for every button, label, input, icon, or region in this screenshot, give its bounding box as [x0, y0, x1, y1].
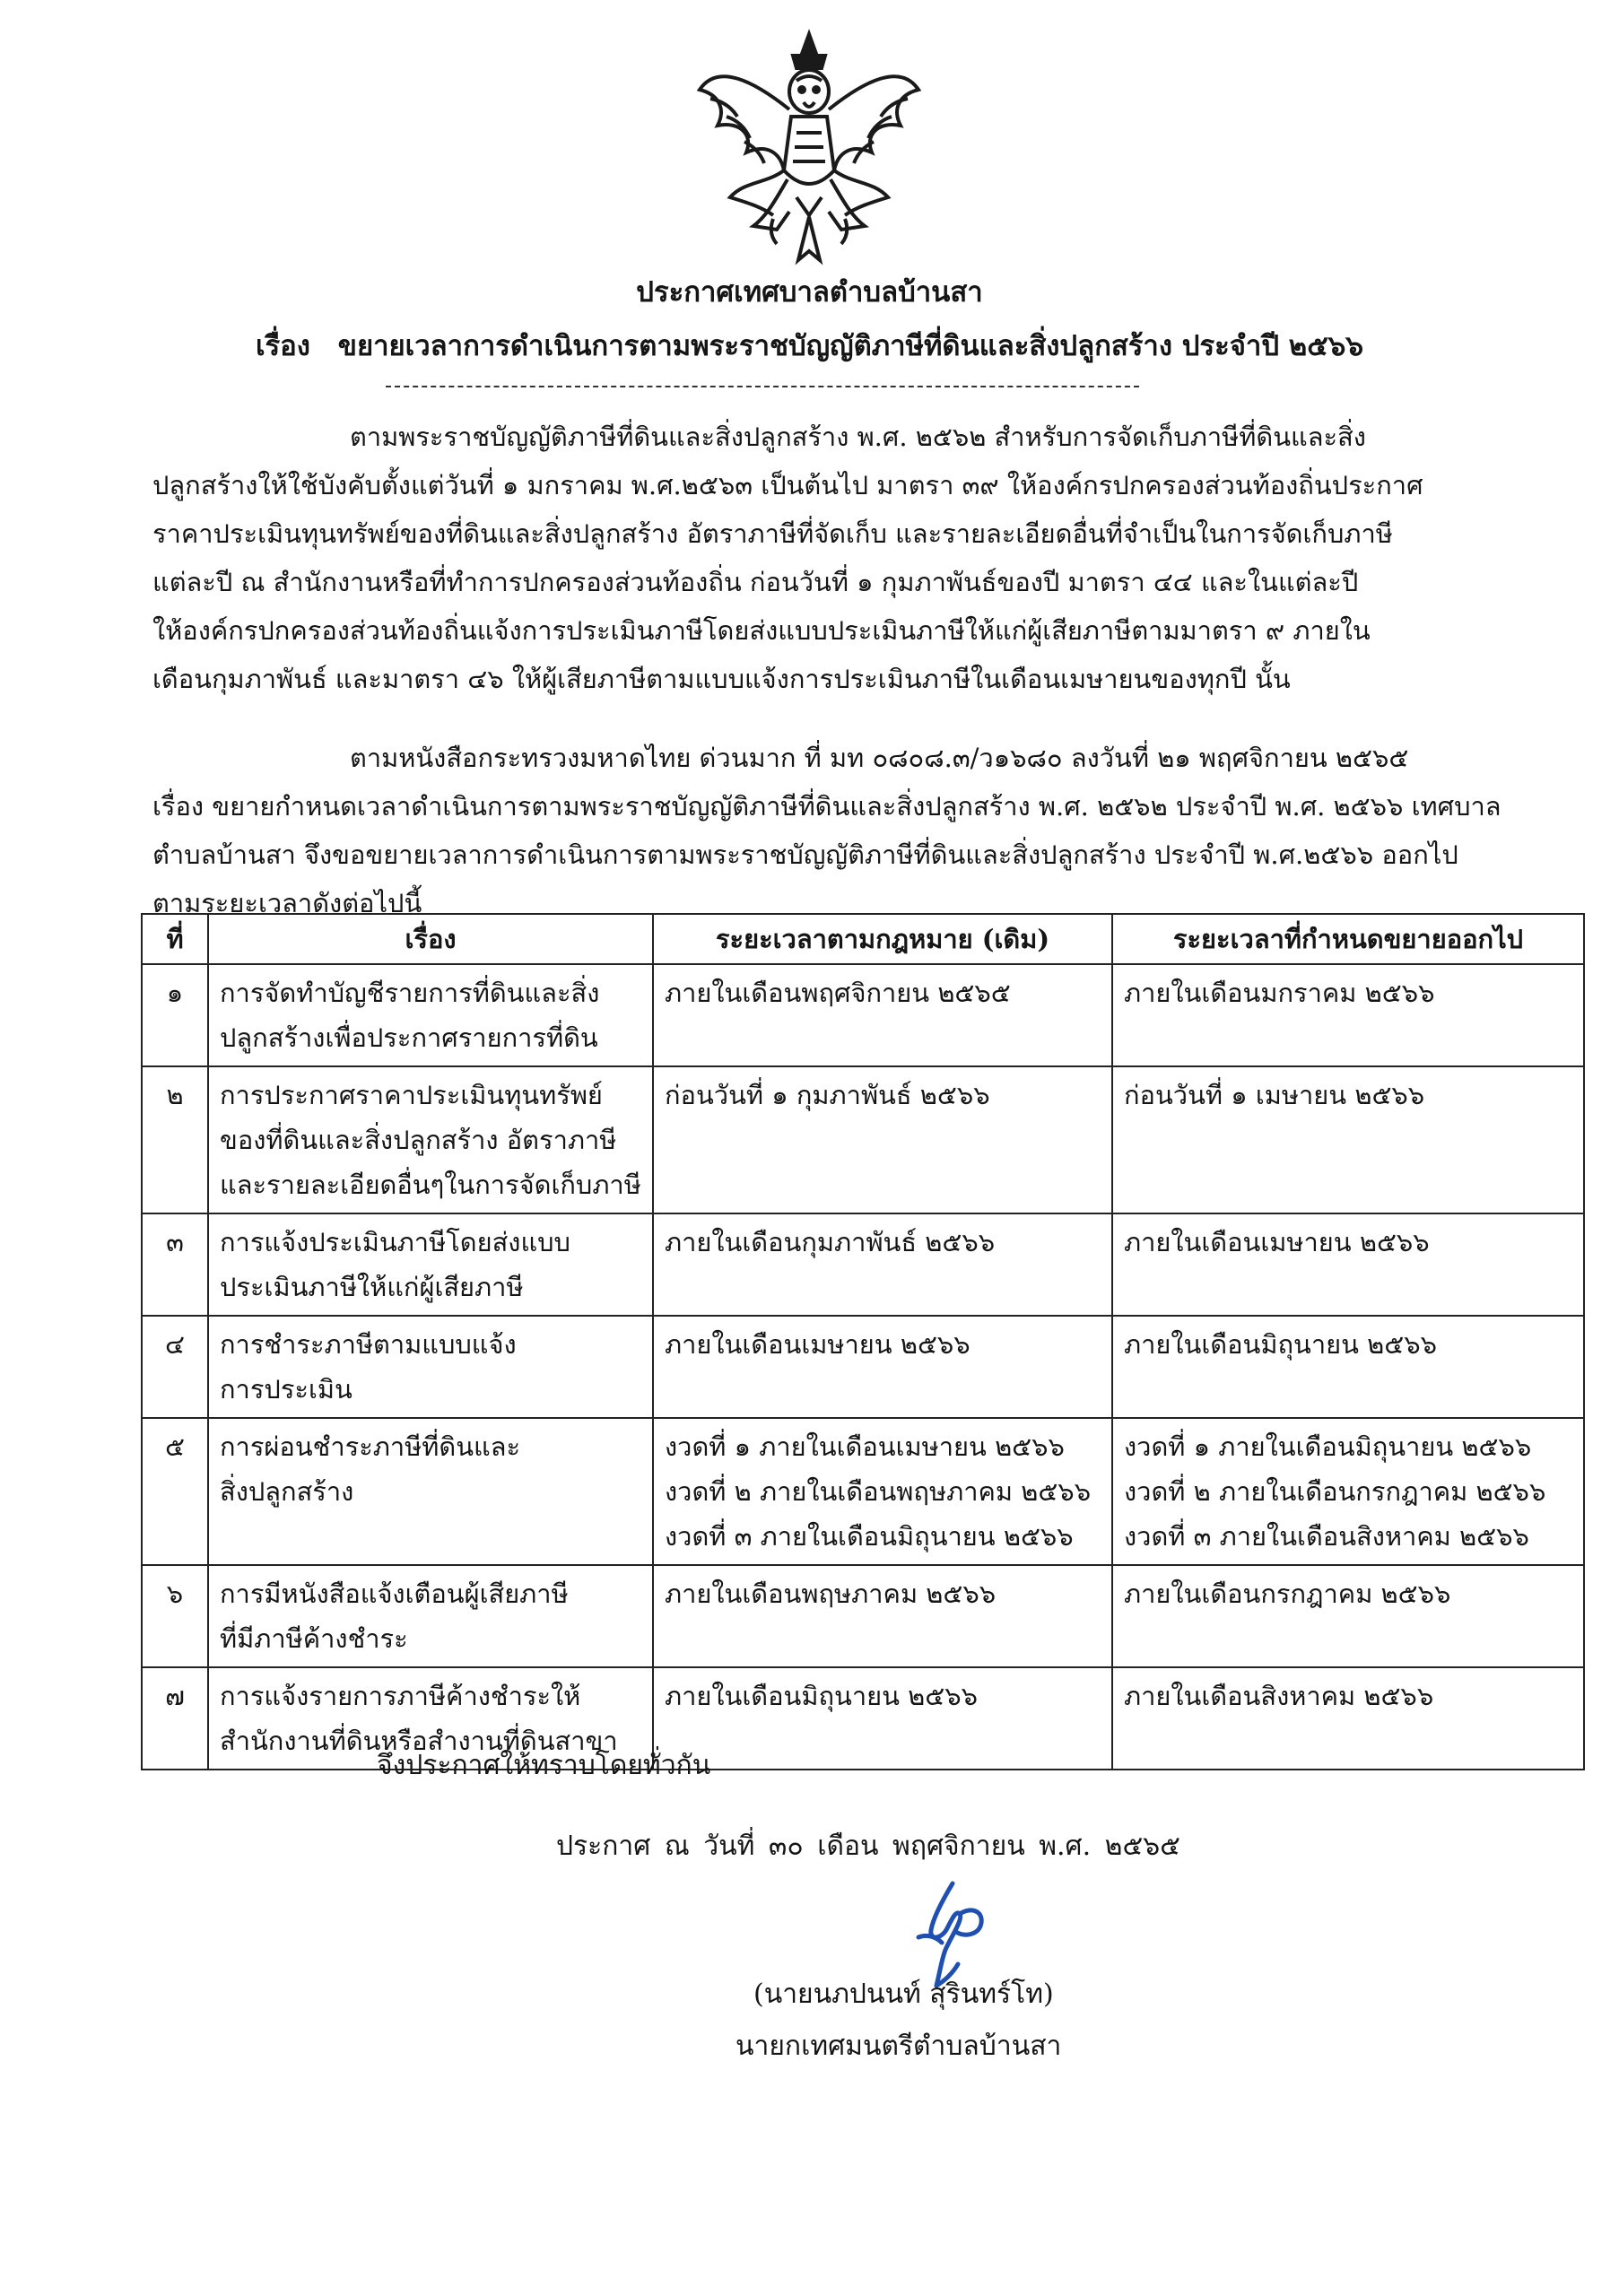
paragraph-line: เดือนกุมภาพันธ์ และมาตรา ๔๖ ให้ผู้เสียภาษีตามแบบแจ้งการประเมินภาษีในเดือนเมษายนของทุกปี นั้น [152, 664, 1291, 694]
original-period-line: งวดที่ ๒ ภายในเดือนพฤษภาคม ๒๕๖๖ [665, 1476, 1092, 1507]
extended-period-cell [1112, 1316, 1584, 1418]
row-number-cell: ๓ [142, 1213, 208, 1316]
extended-period-line: ภายในเดือนมิถุนายน ๒๕๖๖ [1124, 1329, 1438, 1360]
paragraph-line: ตามพระราชบัญญัติภาษีที่ดินและสิ่งปลูกสร้าง พ.ศ. ๒๕๖๒ สำหรับการจัดเก็บภาษีที่ดินและสิ่ง [350, 422, 1366, 452]
topic-line: การชำระภาษีตามแบบแจ้ง [220, 1329, 517, 1360]
original-period-cell [653, 1316, 1112, 1418]
body-paragraph-2 [152, 734, 1516, 927]
extended-period-cell [1112, 964, 1584, 1066]
paragraph-line: ตามระยะเวลาดังต่อไปนี้ [152, 888, 422, 918]
topic-line: สำนักงานที่ดินหรือสำงานที่ดินสาขา [220, 1726, 618, 1756]
column-header-extended-period: ระยะเวลาที่กำหนดขยายออกไป [1112, 914, 1584, 964]
original-period-cell [653, 1213, 1112, 1316]
table-header-row [142, 914, 1584, 964]
topic-line: การจัดทำบัญชีรายการที่ดินและสิ่ง [220, 978, 600, 1008]
paragraph-line: ราคาประเมินทุนทรัพย์ของที่ดินและสิ่งปลูกสร้าง อัตราภาษีที่จัดเก็บ และรายละเอียดอื่นที่จำเป็นในการจัดเก็บภาษี [152, 518, 1393, 549]
extended-period-cell [1112, 1667, 1584, 1770]
row-number-cell: ๔ [142, 1316, 208, 1418]
announcement-date: ประกาศ ณ วันที่ ๓๐ เดือน พฤศจิกายน พ.ศ. ๒๕๖๕ [556, 1831, 1180, 1862]
extended-period-line: ก่อนวันที่ ๑ เมษายน ๒๕๖๖ [1124, 1080, 1425, 1110]
extended-period-cell [1112, 1418, 1584, 1565]
topic-line: การมีหนังสือแจ้งเตือนผู้เสียภาษี [220, 1578, 569, 1609]
extended-period-cell [1112, 1066, 1584, 1213]
table-row [142, 1418, 1584, 1565]
extended-period-line: ภายในเดือนเมษายน ๒๕๖๖ [1124, 1227, 1430, 1257]
extended-period-line: ภายในเดือนกรกฎาคม ๒๕๖๖ [1124, 1578, 1451, 1609]
row-number-cell: ๑ [142, 964, 208, 1066]
topic-line: ประเมินภาษีให้แก่ผู้เสียภาษี [220, 1272, 524, 1302]
topic-line: การผ่อนชำระภาษีที่ดินและ [220, 1431, 521, 1462]
announcement-subject-line [0, 323, 1619, 368]
signer-position: นายกเทศมนตรีตำบลบ้านสา [736, 2031, 1062, 2062]
extended-period-cell [1112, 1565, 1584, 1667]
original-period-cell [653, 1066, 1112, 1213]
paragraph-line: ปลูกสร้างให้ใช้บังคับตั้งแต่วันที่ ๑ มกราคม พ.ศ.๒๕๖๓ เป็นต้นไป มาตรา ๓๙ ให้องค์กรปกครองส่วนท้องถิ่นประกาศ [152, 470, 1423, 500]
row-number-cell: ๒ [142, 1066, 208, 1213]
original-period-line: ภายในเดือนกุมภาพันธ์ ๒๕๖๖ [665, 1227, 996, 1257]
table-row [142, 964, 1584, 1066]
topic-line: การประกาศราคาประเมินทุนทรัพย์ [220, 1080, 603, 1110]
original-period-cell [653, 1418, 1112, 1565]
paragraph-line: แต่ละปี ณ สำนักงานหรือที่ทำการปกครองส่วนท้องถิ่น ก่อนวันที่ ๑ กุมภาพันธ์ของปี มาตรา ๔๔ และในแต่ละปี [152, 567, 1359, 597]
extended-period-line: งวดที่ ๑ ภายในเดือนมิถุนายน ๒๕๖๖ [1124, 1431, 1532, 1462]
extended-period-cell [1112, 1213, 1584, 1316]
original-period-cell [653, 1667, 1112, 1770]
topic-line: การแจ้งประเมินภาษีโดยส่งแบบ [220, 1227, 570, 1257]
column-header-original-period: ระยะเวลาตามกฎหมาย (เดิม) [653, 914, 1112, 964]
topic-line: สิ่งปลูกสร้าง [220, 1476, 354, 1507]
original-period-line: ภายในเดือนพฤษภาคม ๒๕๖๖ [665, 1578, 997, 1609]
extended-period-line: งวดที่ ๓ ภายในเดือนสิงหาคม ๒๕๖๖ [1124, 1521, 1529, 1552]
topic-line: ที่มีภาษีค้างชำระ [220, 1623, 408, 1654]
signer-name: (นายนภปนนท์ สุรินทร์โท) [753, 1979, 1054, 2010]
paragraph-line: ตามหนังสือกระทรวงมหาดไทย ด่วนมาก ที่ มท ๐๘๐๘.๓/ว๑๖๘๐ ลงวันที่ ๒๑ พฤศจิกายน ๒๕๖๕ [350, 743, 1409, 773]
topic-cell [208, 1316, 653, 1418]
original-period-cell [653, 1565, 1112, 1667]
topic-line: ปลูกสร้างเพื่อประกาศรายการที่ดิน [220, 1022, 598, 1053]
original-period-line: ภายในเดือนเมษายน ๒๕๖๖ [665, 1329, 971, 1360]
original-period-line: งวดที่ ๑ ภายในเดือนเมษายน ๒๕๖๖ [665, 1431, 1065, 1462]
original-period-cell [653, 964, 1112, 1066]
garuda-emblem-icon [691, 27, 928, 269]
table-row [142, 1066, 1584, 1213]
schedule-table-body [142, 964, 1584, 1770]
topic-line: การแจ้งรายการภาษีค้างชำระให้ [220, 1681, 581, 1711]
paragraph-line: เรื่อง ขยายกำหนดเวลาดำเนินการตามพระราชบัญญัติภาษีที่ดินและสิ่งปลูกสร้าง พ.ศ. ๒๕๖๒ ประจำปี พ.ศ. ๒๕๖๖ เทศบาล [152, 791, 1501, 822]
body-paragraph-1 [152, 413, 1516, 703]
column-header-no: ที่ [142, 914, 208, 964]
title-divider [386, 386, 1139, 387]
table-row [142, 1565, 1584, 1667]
row-number-cell: ๖ [142, 1565, 208, 1667]
topic-cell [208, 1565, 653, 1667]
table-row [142, 1667, 1584, 1770]
row-number-cell: ๗ [142, 1667, 208, 1770]
column-header-topic: เรื่อง [208, 914, 653, 964]
original-period-line: งวดที่ ๓ ภายในเดือนมิถุนายน ๒๕๖๖ [665, 1521, 1074, 1552]
topic-line: และรายละเอียดอื่นๆในการจัดเก็บภาษี [220, 1170, 641, 1200]
original-period-line: ภายในเดือนพฤศจิกายน ๒๕๖๕ [665, 978, 1011, 1008]
topic-line: การประเมิน [220, 1374, 353, 1405]
extended-period-line: งวดที่ ๒ ภายในเดือนกรกฎาคม ๒๕๖๖ [1124, 1476, 1546, 1507]
schedule-table [141, 913, 1585, 1770]
extended-period-line: ภายในเดือนสิงหาคม ๒๕๖๖ [1124, 1681, 1434, 1711]
closing-statement: จึงประกาศให้ทราบโดยทั่วกัน [377, 1750, 711, 1781]
announcement-title: ประกาศเทศบาลตำบลบ้านสา [636, 276, 983, 309]
paragraph-line: ให้องค์กรปกครองส่วนท้องถิ่นแจ้งการประเมินภาษีโดยส่งแบบประเมินภาษีให้แก่ผู้เสียภาษีตามมาตรา ๙ ภายใน [152, 615, 1371, 646]
extended-period-line: ภายในเดือนมกราคม ๒๕๖๖ [1124, 978, 1435, 1008]
topic-cell [208, 1066, 653, 1213]
topic-cell [208, 1213, 653, 1316]
paragraph-line: ตำบลบ้านสา จึงขอขยายเวลาการดำเนินการตามพระราชบัญญัติภาษีที่ดินและสิ่งปลูกสร้าง ประจำปี พ.ศ.๒๕๖๖ ออกไป [152, 839, 1458, 870]
table-row [142, 1213, 1584, 1316]
table-row [142, 1316, 1584, 1418]
original-period-line: ก่อนวันที่ ๑ กุมภาพันธ์ ๒๕๖๖ [665, 1080, 990, 1110]
row-number-cell: ๕ [142, 1418, 208, 1565]
announcement-subject: ขยายเวลาการดำเนินการตามพระราชบัญญัติภาษีที่ดินและสิ่งปลูกสร้าง ประจำปี ๒๕๖๖ [337, 330, 1364, 362]
subject-label: เรื่อง [255, 330, 310, 362]
topic-cell [208, 1418, 653, 1565]
original-period-line: ภายในเดือนมิถุนายน ๒๕๖๖ [665, 1681, 979, 1711]
topic-line: ของที่ดินและสิ่งปลูกสร้าง อัตราภาษี [220, 1125, 617, 1155]
topic-cell [208, 964, 653, 1066]
